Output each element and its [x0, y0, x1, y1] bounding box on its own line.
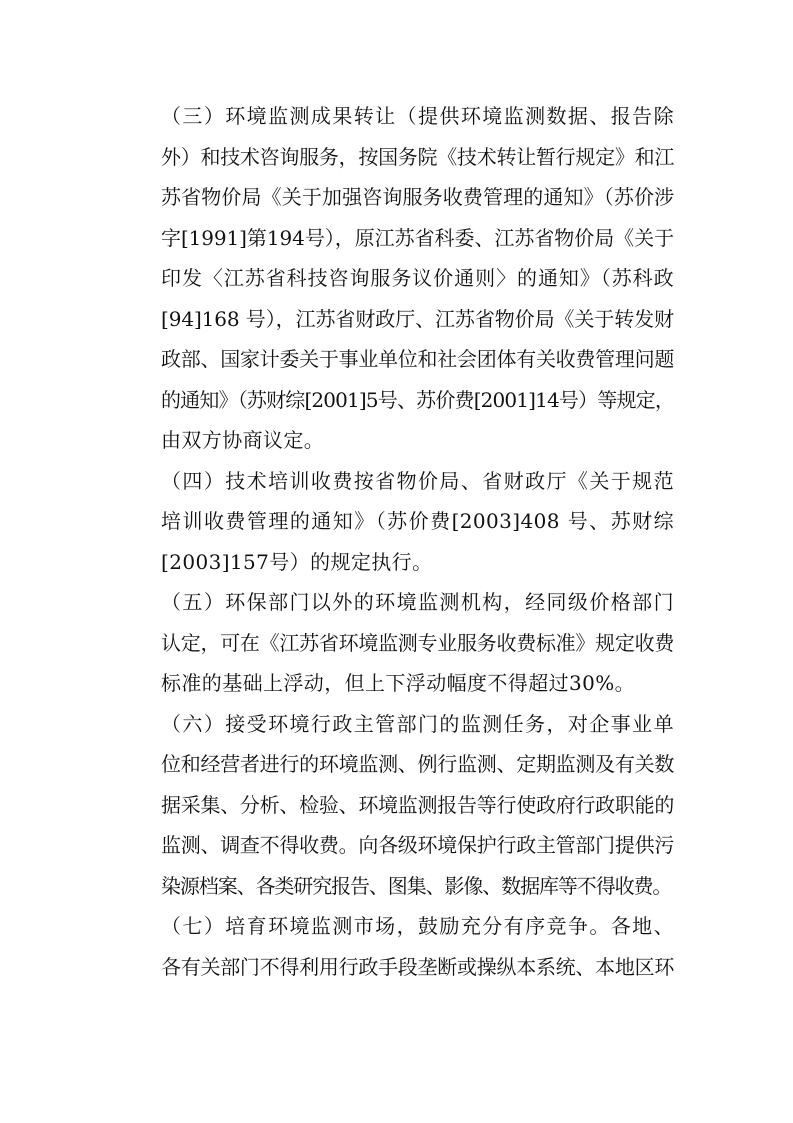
- text-line: 的通知》（苏财综[2001]5号、苏价费[2001]14号）等规定，: [161, 387, 674, 412]
- paragraph-five: [121, 582, 674, 704]
- text-line: 苏省物价局《关于加强咨询服务收费管理的通知》（苏价涉: [161, 185, 674, 209]
- text-line: （四）技术培训收费按省物价局、省财政厅《关于规范: [161, 468, 674, 493]
- text-line: 各有关部门不得利用行政手段垄断或操纵本系统、本地区环: [161, 954, 674, 979]
- text-line: 印发〈江苏省科技咨询服务议价通则〉的通知》（苏科政: [161, 266, 674, 290]
- text-line: 染源档案、各类研究报告、图集、影像、数据库等不得收费。: [161, 873, 672, 898]
- text-line: 认定，可在《江苏省环境监测专业服务收费标准》规定收费: [161, 630, 674, 655]
- paragraph-four: [121, 461, 674, 583]
- text-line: 字[1991]第194号），原江苏省科委、江苏省物价局《关于: [161, 225, 674, 250]
- text-line: 据采集、分析、检验、环境监测报告等行使政府行政职能的: [161, 792, 674, 817]
- text-line: 外）和技术咨询服务，按国务院《技术转让暂行规定》和江: [161, 144, 674, 169]
- paragraph-six: [121, 704, 674, 907]
- text-line: 位和经营者进行的环境监测、例行监测、定期监测及有关数: [161, 752, 674, 776]
- text-line: 由双方协商议定。: [161, 428, 325, 452]
- text-line: 政部、国家计委关于事业单位和社会团体有关收费管理问题: [161, 347, 674, 371]
- text-line: [2003]157号）的规定执行。: [161, 549, 433, 574]
- text-line: （六）接受环境行政主管部门的监测任务，对企事业单: [161, 711, 674, 736]
- text-line: （七）培育环境监测市场，鼓励充分有序竞争。各地、: [161, 914, 674, 938]
- document-page: [121, 96, 674, 987]
- text-line: （三）环境监测成果转让（提供环境监测数据、报告除: [161, 104, 674, 128]
- text-line: 培训收费管理的通知》（苏价费[2003]408 号、苏财综: [161, 509, 674, 533]
- text-line: 监测、调查不得收费。向各级环境保护行政主管部门提供污: [161, 833, 674, 857]
- text-line: （五）环保部门以外的环境监测机构，经同级价格部门: [161, 590, 674, 614]
- paragraph-three: [121, 96, 674, 461]
- text-line: [94]168 号），江苏省财政厅、江苏省物价局《关于转发财: [161, 306, 674, 331]
- paragraph-seven: [121, 906, 674, 987]
- text-line: 标准的基础上浮动，但上下浮动幅度不得超过30%。: [161, 671, 636, 695]
